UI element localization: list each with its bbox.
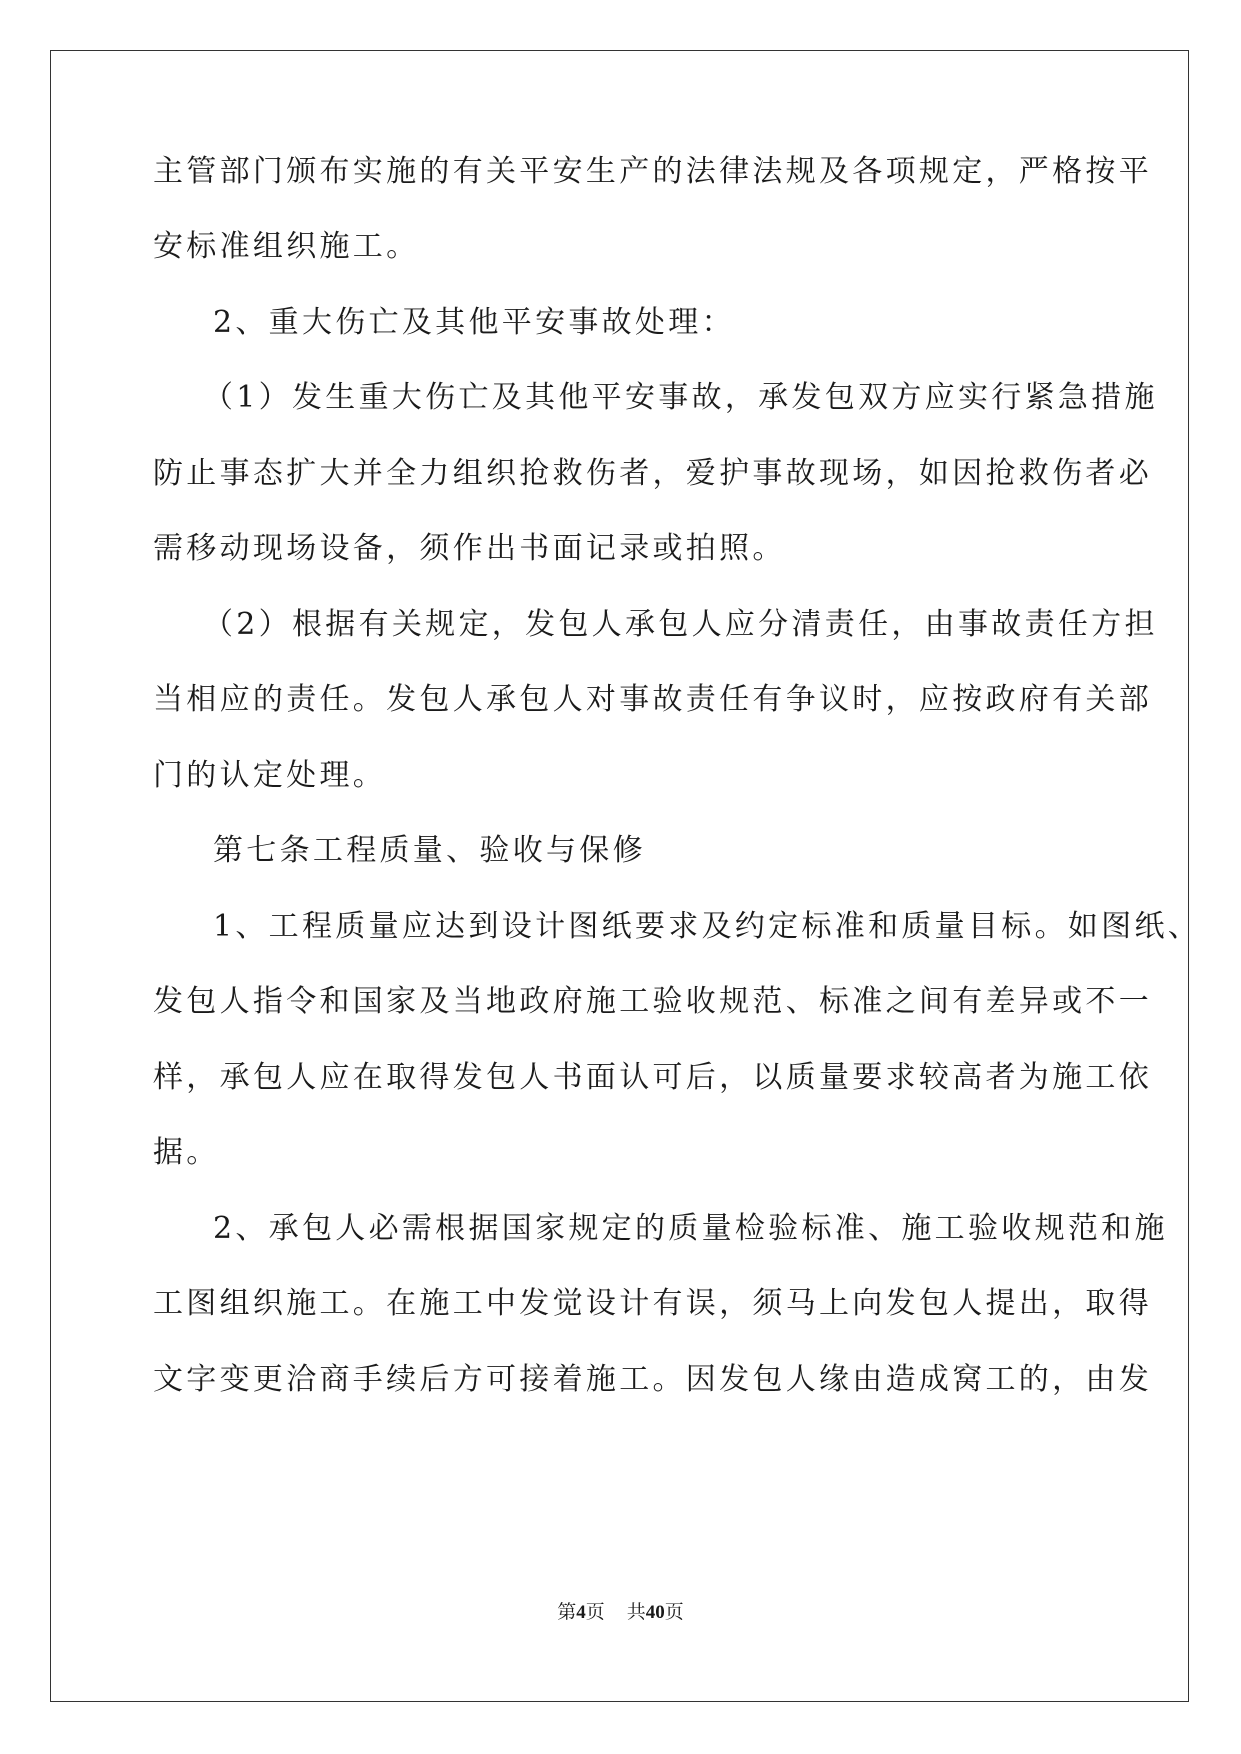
text-line: 据。: [153, 1135, 220, 1170]
text-line: 需移动现场设备，须作出书面记录或拍照。: [153, 531, 786, 566]
text-line: （2）根据有关规定，发包人承包人应分清责任，由事故责任方担: [203, 607, 1158, 642]
text-line: 样，承包人应在取得发包人书面认可后，以质量要求较高者为施工依: [153, 1060, 1152, 1095]
current-page-number: 4: [576, 1602, 586, 1623]
text-line: 2、承包人必需根据国家规定的质量检验标准、施工验收规范和施: [213, 1211, 1168, 1246]
footer-total-unit: 页: [664, 1601, 684, 1623]
text-line: 门的认定处理。: [153, 758, 387, 793]
text-line: 2、重大伤亡及其他平安事故处理：: [213, 305, 735, 340]
footer-prefix: 第: [557, 1601, 577, 1623]
text-line: 主管部门颁布实施的有关平安生产的法律法规及各项规定，严格按平: [153, 154, 1152, 189]
total-page-count: 40: [645, 1602, 665, 1623]
footer-page-unit: 页: [585, 1601, 605, 1623]
page-footer: [0, 1600, 1241, 1625]
text-line: 防止事态扩大并全力组织抢救伤者，爱护事故现场，如因抢救伤者必: [153, 456, 1152, 491]
text-line: （1）发生重大伤亡及其他平安事故，承发包双方应实行紧急措施: [203, 380, 1158, 415]
text-line: 文字变更洽商手续后方可接着施工。因发包人缘由造成窝工的，由发: [153, 1362, 1152, 1397]
section-heading: 第七条工程质量、验收与保修: [213, 833, 646, 868]
text-line: 安标准组织施工。: [153, 229, 420, 264]
text-line: 工图组织施工。在施工中发觉设计有误，须马上向发包人提出，取得: [153, 1286, 1152, 1321]
footer-total-prefix: 共: [626, 1601, 646, 1623]
page-border: [50, 50, 1189, 1702]
text-line: 当相应的责任。发包人承包人对事故责任有争议时，应按政府有关部: [153, 682, 1152, 717]
text-line: 1、工程质量应达到设计图纸要求及约定标准和质量目标。如图纸、: [213, 909, 1202, 944]
text-line: 发包人指令和国家及当地政府施工验收规范、标准之间有差异或不一: [153, 984, 1152, 1019]
